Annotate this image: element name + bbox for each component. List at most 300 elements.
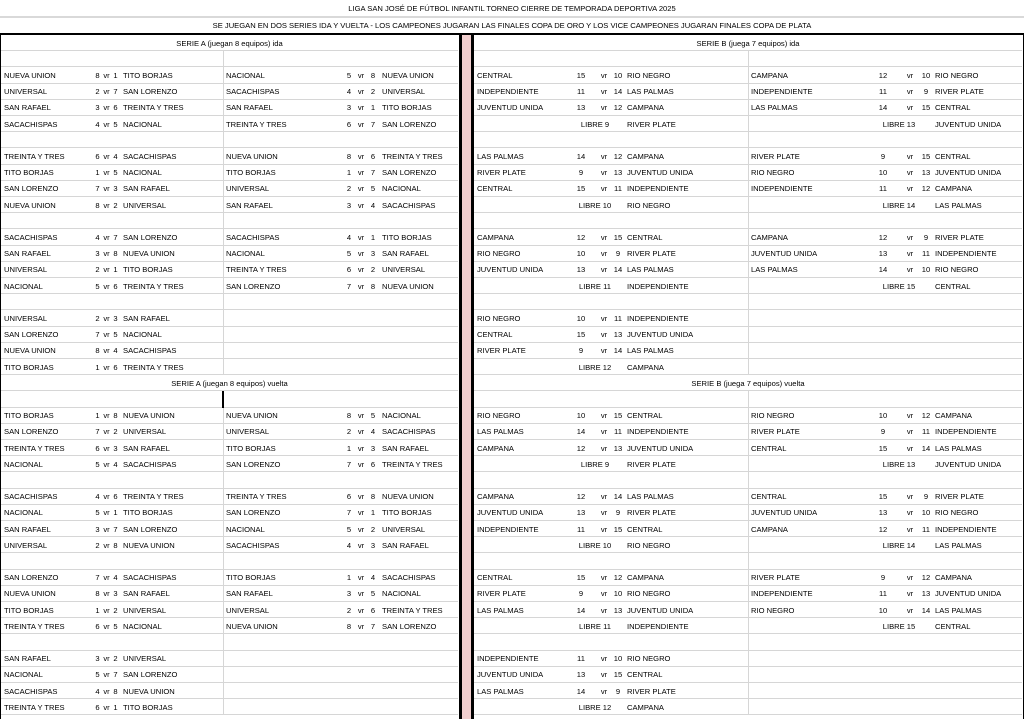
home-number: 12	[878, 70, 888, 80]
libre-team: RIO NEGRO	[627, 540, 671, 550]
vs-label: vr	[600, 443, 608, 453]
away-number: 5	[113, 621, 118, 631]
home-number: 15	[576, 573, 586, 583]
home-number: 7	[95, 427, 100, 437]
home-team: TITO BORJAS	[226, 168, 276, 178]
home-team: NACIONAL	[226, 249, 265, 259]
away-team: NACIONAL	[123, 119, 162, 129]
away-number: 4	[113, 459, 118, 469]
home-team: SACACHISPAS	[4, 119, 58, 129]
vs-label: vr	[906, 605, 914, 615]
home-number: 14	[878, 103, 888, 113]
home-number: 11	[577, 87, 585, 97]
home-team: UNIVERSAL	[226, 184, 270, 194]
home-number: 5	[346, 524, 352, 534]
vs-label: vr	[357, 589, 365, 599]
away-number: 6	[113, 103, 118, 113]
home-number: 2	[95, 265, 100, 275]
away-team: RIO NEGRO	[627, 70, 671, 80]
home-team: RIO NEGRO	[751, 168, 795, 178]
vs-label: vr	[103, 411, 110, 421]
home-team: SAN RAFAEL	[4, 249, 51, 259]
away-team: UNIVERSAL	[382, 265, 426, 275]
away-team: TITO BORJAS	[123, 508, 173, 518]
away-team: TREINTA Y TRES	[123, 103, 184, 113]
away-team: JUVENTUD UNIDA	[627, 168, 694, 178]
home-team: SAN RAFAEL	[226, 200, 273, 210]
home-number: 3	[346, 200, 352, 210]
away-team: JUVENTUD UNIDA	[935, 168, 1002, 178]
home-team: TREINTA Y TRES	[4, 443, 65, 453]
away-team: LAS PALMAS	[935, 605, 982, 615]
vs-label: vr	[906, 168, 914, 178]
away-number: 1	[113, 70, 118, 80]
home-team: LAS PALMAS	[477, 151, 524, 161]
away-team: RIO NEGRO	[627, 654, 671, 664]
vs-label: vr	[600, 427, 608, 437]
home-team: CENTRAL	[477, 184, 513, 194]
home-team: RIO NEGRO	[751, 411, 795, 421]
vs-label: vr	[357, 411, 365, 421]
serie-title-ida: SERIE B (juega 7 equipos) ida	[696, 38, 800, 48]
home-number: 1	[346, 443, 352, 453]
away-number: 10	[613, 589, 623, 599]
home-team: SACACHISPAS	[4, 686, 58, 696]
libre-label: LIBRE 12	[578, 362, 612, 372]
home-team: LAS PALMAS	[477, 605, 524, 615]
away-number: 4	[370, 200, 376, 210]
home-number: 7	[346, 281, 352, 291]
libre-label: LIBRE 14	[882, 200, 916, 210]
home-team: JUVENTUD UNIDA	[477, 103, 544, 113]
serie-b-panel	[473, 35, 1024, 719]
home-team: NACIONAL	[4, 459, 43, 469]
away-team: RIVER PLATE	[627, 249, 676, 259]
vs-label: vr	[103, 621, 110, 631]
libre-team: LAS PALMAS	[935, 200, 982, 210]
away-number: 6	[113, 281, 118, 291]
home-team: INDEPENDIENTE	[477, 654, 539, 664]
away-number: 10	[921, 508, 931, 518]
vs-label: vr	[357, 492, 365, 502]
home-number: 8	[95, 200, 100, 210]
home-team: CAMPANA	[751, 524, 788, 534]
away-number: 3	[370, 540, 376, 550]
vs-label: vr	[103, 249, 110, 259]
home-team: NUEVA UNION	[4, 589, 56, 599]
away-team: LAS PALMAS	[627, 346, 674, 356]
home-team: CENTRAL	[477, 70, 513, 80]
vs-label: vr	[103, 281, 110, 291]
vs-label: vr	[103, 443, 110, 453]
vs-label: vr	[357, 168, 365, 178]
home-number: 13	[576, 670, 586, 680]
home-team: SAN LORENZO	[226, 459, 281, 469]
away-number: 9	[923, 232, 929, 242]
vs-label: vr	[906, 265, 914, 275]
vs-label: vr	[600, 184, 608, 194]
away-team: SAN LORENZO	[123, 524, 178, 534]
vs-label: vr	[600, 232, 608, 242]
libre-label: LIBRE 10	[578, 200, 612, 210]
away-number: 6	[113, 492, 118, 502]
home-number: 2	[95, 313, 100, 323]
away-number: 6	[370, 459, 376, 469]
home-team: JUVENTUD UNIDA	[477, 508, 544, 518]
home-team: NACIONAL	[4, 281, 43, 291]
away-number: 5	[113, 168, 118, 178]
vs-label: vr	[357, 540, 365, 550]
home-number: 13	[878, 508, 888, 518]
home-team: TITO BORJAS	[226, 443, 276, 453]
away-team: UNIVERSAL	[382, 524, 426, 534]
vs-label: vr	[357, 200, 365, 210]
home-team: TITO BORJAS	[226, 573, 276, 583]
home-number: 10	[878, 411, 888, 421]
home-team: RIVER PLATE	[751, 427, 800, 437]
home-team: TREINTA Y TRES	[4, 702, 65, 712]
away-team: SACACHISPAS	[123, 346, 177, 356]
vs-label: vr	[103, 200, 110, 210]
vs-label: vr	[103, 492, 110, 502]
away-team: UNIVERSAL	[123, 654, 167, 664]
vs-label: vr	[600, 508, 608, 518]
away-team: TREINTA Y TRES	[382, 459, 443, 469]
home-number: 10	[878, 168, 888, 178]
libre-team: RIVER PLATE	[627, 459, 676, 469]
home-team: SAN RAFAEL	[4, 654, 51, 664]
away-number: 12	[921, 184, 931, 194]
away-number: 11	[614, 184, 622, 194]
home-team: TITO BORJAS	[4, 362, 54, 372]
away-team: SAN RAFAEL	[123, 313, 170, 323]
away-team: SACACHISPAS	[382, 427, 436, 437]
vs-label: vr	[103, 589, 110, 599]
away-team: SAN LORENZO	[382, 621, 437, 631]
away-number: 2	[370, 87, 376, 97]
away-team: JUVENTUD UNIDA	[627, 443, 694, 453]
away-team: SAN RAFAEL	[382, 540, 429, 550]
vs-label: vr	[103, 103, 110, 113]
vs-label: vr	[103, 573, 110, 583]
home-team: CAMPANA	[477, 232, 514, 242]
home-number: 9	[880, 573, 886, 583]
home-team: JUVENTUD UNIDA	[751, 249, 818, 259]
away-team: UNIVERSAL	[123, 200, 167, 210]
away-number: 9	[615, 508, 621, 518]
away-number: 1	[370, 103, 376, 113]
home-team: RIO NEGRO	[477, 249, 521, 259]
away-number: 11	[614, 427, 622, 437]
home-number: 1	[95, 168, 100, 178]
away-team: RIO NEGRO	[627, 589, 671, 599]
home-number: 9	[880, 427, 886, 437]
vs-label: vr	[600, 103, 608, 113]
home-team: NUEVA UNION	[4, 200, 56, 210]
vs-label: vr	[600, 87, 608, 97]
home-team: NACIONAL	[226, 524, 265, 534]
away-team: SACACHISPAS	[382, 573, 436, 583]
home-team: JUVENTUD UNIDA	[477, 670, 544, 680]
away-team: INDEPENDIENTE	[627, 184, 689, 194]
home-number: 3	[95, 524, 100, 534]
home-number: 8	[346, 621, 352, 631]
half-divider	[748, 391, 749, 715]
away-number: 13	[613, 330, 623, 340]
away-team: SAN LORENZO	[123, 670, 178, 680]
vs-label: vr	[906, 589, 914, 599]
home-team: LAS PALMAS	[477, 427, 524, 437]
home-team: RIVER PLATE	[477, 589, 526, 599]
home-number: 2	[95, 87, 100, 97]
vs-label: vr	[357, 103, 365, 113]
away-number: 7	[113, 670, 118, 680]
home-team: SAN RAFAEL	[4, 103, 51, 113]
home-number: 7	[95, 573, 100, 583]
away-team: RIVER PLATE	[627, 508, 676, 518]
away-number: 1	[113, 702, 118, 712]
home-number: 6	[95, 702, 100, 712]
vs-label: vr	[357, 524, 365, 534]
home-team: SAN RAFAEL	[4, 524, 51, 534]
away-team: UNIVERSAL	[123, 427, 167, 437]
away-number: 8	[113, 686, 118, 696]
home-number: 9	[578, 168, 584, 178]
home-team: SACACHISPAS	[226, 540, 280, 550]
home-team: INDEPENDIENTE	[751, 589, 813, 599]
away-team: SAN RAFAEL	[123, 589, 170, 599]
away-team: NACIONAL	[382, 589, 421, 599]
vs-label: vr	[600, 70, 608, 80]
home-number: 4	[346, 540, 352, 550]
away-number: 6	[370, 605, 376, 615]
home-team: UNIVERSAL	[226, 427, 270, 437]
away-number: 4	[113, 573, 118, 583]
away-team: CENTRAL	[627, 411, 663, 421]
home-team: TITO BORJAS	[4, 411, 54, 421]
serie-title-vuelta: SERIE A (juegan 8 equipos) vuelta	[171, 378, 288, 388]
vs-label: vr	[103, 330, 110, 340]
away-number: 8	[113, 540, 118, 550]
away-number: 11	[614, 313, 622, 323]
home-number: 10	[878, 605, 888, 615]
vs-label: vr	[103, 686, 110, 696]
home-team: INDEPENDIENTE	[751, 184, 813, 194]
home-number: 4	[95, 686, 100, 696]
home-team: RIVER PLATE	[477, 168, 526, 178]
vs-label: vr	[357, 508, 365, 518]
away-team: NUEVA UNION	[123, 686, 175, 696]
away-number: 12	[613, 573, 623, 583]
libre-team: JUVENTUD UNIDA	[935, 459, 1002, 469]
vs-label: vr	[906, 411, 914, 421]
home-number: 5	[95, 281, 100, 291]
vs-label: vr	[103, 119, 110, 129]
away-team: SAN RAFAEL	[123, 443, 170, 453]
home-number: 2	[95, 540, 100, 550]
away-team: RIVER PLATE	[935, 492, 984, 502]
vs-label: vr	[357, 249, 365, 259]
away-team: NUEVA UNION	[382, 70, 434, 80]
away-number: 4	[370, 427, 376, 437]
away-number: 3	[113, 313, 118, 323]
away-team: SAN LORENZO	[382, 168, 437, 178]
home-team: CENTRAL	[751, 492, 787, 502]
away-team: INDEPENDIENTE	[935, 427, 997, 437]
home-number: 2	[346, 184, 352, 194]
half-divider	[223, 391, 224, 715]
away-number: 12	[921, 573, 931, 583]
vs-label: vr	[357, 151, 365, 161]
vs-label: vr	[906, 103, 914, 113]
away-team: CAMPANA	[935, 184, 972, 194]
away-number: 13	[613, 168, 623, 178]
away-team: UNIVERSAL	[382, 87, 426, 97]
home-number: 15	[878, 443, 888, 453]
away-number: 10	[613, 654, 623, 664]
home-team: SAN LORENZO	[4, 427, 59, 437]
home-number: 7	[95, 184, 100, 194]
libre-label: LIBRE 15	[882, 281, 916, 291]
away-team: SAN LORENZO	[123, 87, 178, 97]
away-number: 5	[113, 330, 118, 340]
home-team: CENTRAL	[477, 330, 513, 340]
away-number: 12	[613, 103, 623, 113]
away-team: LAS PALMAS	[627, 492, 674, 502]
home-number: 15	[576, 70, 586, 80]
home-number: 2	[346, 605, 352, 615]
serie-a-vuelta-separator	[222, 391, 224, 407]
home-number: 5	[346, 70, 352, 80]
serie-title-vuelta: SERIE B (juega 7 equipos) vuelta	[691, 378, 805, 388]
vs-label: vr	[357, 232, 365, 242]
away-team: NACIONAL	[123, 168, 162, 178]
home-team: RIO NEGRO	[751, 605, 795, 615]
home-team: RIO NEGRO	[477, 313, 521, 323]
vs-label: vr	[600, 686, 608, 696]
away-team: LAS PALMAS	[627, 265, 674, 275]
vs-label: vr	[906, 508, 914, 518]
away-number: 13	[613, 443, 623, 453]
vs-label: vr	[357, 605, 365, 615]
home-team: TREINTA Y TRES	[4, 151, 65, 161]
away-number: 7	[113, 524, 118, 534]
home-number: 6	[95, 621, 100, 631]
home-number: 5	[95, 670, 100, 680]
away-team: LAS PALMAS	[935, 443, 982, 453]
vs-label: vr	[600, 330, 608, 340]
home-number: 12	[576, 492, 586, 502]
away-team: INDEPENDIENTE	[935, 249, 997, 259]
home-team: SAN LORENZO	[4, 184, 59, 194]
away-number: 11	[922, 427, 930, 437]
home-team: SACACHISPAS	[4, 232, 58, 242]
home-team: SAN LORENZO	[226, 508, 281, 518]
vs-label: vr	[103, 605, 110, 615]
away-number: 13	[921, 168, 931, 178]
home-team: INDEPENDIENTE	[477, 87, 539, 97]
vs-label: vr	[357, 443, 365, 453]
away-team: JUVENTUD UNIDA	[935, 589, 1002, 599]
home-team: RIVER PLATE	[477, 346, 526, 356]
away-team: NUEVA UNION	[123, 411, 175, 421]
home-team: RIVER PLATE	[751, 151, 800, 161]
away-number: 15	[613, 524, 623, 534]
away-team: TITO BORJAS	[382, 232, 432, 242]
home-number: 15	[878, 492, 888, 502]
vs-label: vr	[103, 232, 110, 242]
home-number: 3	[95, 249, 100, 259]
libre-label: LIBRE 15	[882, 621, 916, 631]
home-number: 8	[95, 346, 100, 356]
home-team: TREINTA Y TRES	[226, 492, 287, 502]
vs-label: vr	[600, 265, 608, 275]
away-team: RIVER PLATE	[627, 686, 676, 696]
away-team: TREINTA Y TRES	[382, 605, 443, 615]
away-team: TITO BORJAS	[382, 103, 432, 113]
home-number: 3	[346, 589, 352, 599]
away-team: RIVER PLATE	[935, 87, 984, 97]
vs-label: vr	[103, 508, 110, 518]
vs-label: vr	[103, 427, 110, 437]
vs-label: vr	[357, 459, 365, 469]
home-number: 1	[95, 411, 100, 421]
away-number: 3	[113, 184, 118, 194]
vs-label: vr	[103, 87, 110, 97]
home-team: UNIVERSAL	[4, 87, 48, 97]
vs-label: vr	[357, 281, 365, 291]
away-number: 4	[370, 573, 376, 583]
away-team: SAN RAFAEL	[382, 249, 429, 259]
serie-title-ida: SERIE A (juegan 8 equipos) ida	[176, 38, 283, 48]
home-number: 10	[576, 313, 586, 323]
vs-label: vr	[906, 232, 914, 242]
home-team: RIO NEGRO	[477, 411, 521, 421]
away-number: 14	[921, 443, 931, 453]
home-number: 14	[576, 686, 586, 696]
away-number: 2	[370, 524, 376, 534]
away-team: TREINTA Y TRES	[123, 492, 184, 502]
away-number: 10	[921, 265, 931, 275]
home-number: 4	[95, 232, 100, 242]
away-team: CENTRAL	[935, 103, 971, 113]
away-number: 7	[370, 119, 376, 129]
home-number: 15	[576, 330, 586, 340]
home-team: SACACHISPAS	[226, 232, 280, 242]
home-team: CAMPANA	[477, 492, 514, 502]
away-team: CAMPANA	[627, 103, 664, 113]
home-number: 9	[578, 589, 584, 599]
vs-label: vr	[600, 151, 608, 161]
home-number: 12	[576, 232, 586, 242]
home-number: 12	[878, 232, 888, 242]
home-team: CAMPANA	[751, 232, 788, 242]
home-number: 4	[95, 119, 100, 129]
home-number: 13	[576, 265, 586, 275]
libre-label: LIBRE 14	[882, 540, 916, 550]
away-number: 7	[370, 168, 376, 178]
vs-label: vr	[357, 87, 365, 97]
away-team: TREINTA Y TRES	[382, 151, 443, 161]
away-team: TITO BORJAS	[123, 70, 173, 80]
away-number: 7	[113, 232, 118, 242]
home-number: 6	[95, 443, 100, 453]
vs-label: vr	[103, 702, 110, 712]
home-team: NUEVA UNION	[4, 346, 56, 356]
vs-label: vr	[103, 654, 110, 664]
libre-team: INDEPENDIENTE	[627, 281, 689, 291]
away-number: 2	[113, 605, 118, 615]
